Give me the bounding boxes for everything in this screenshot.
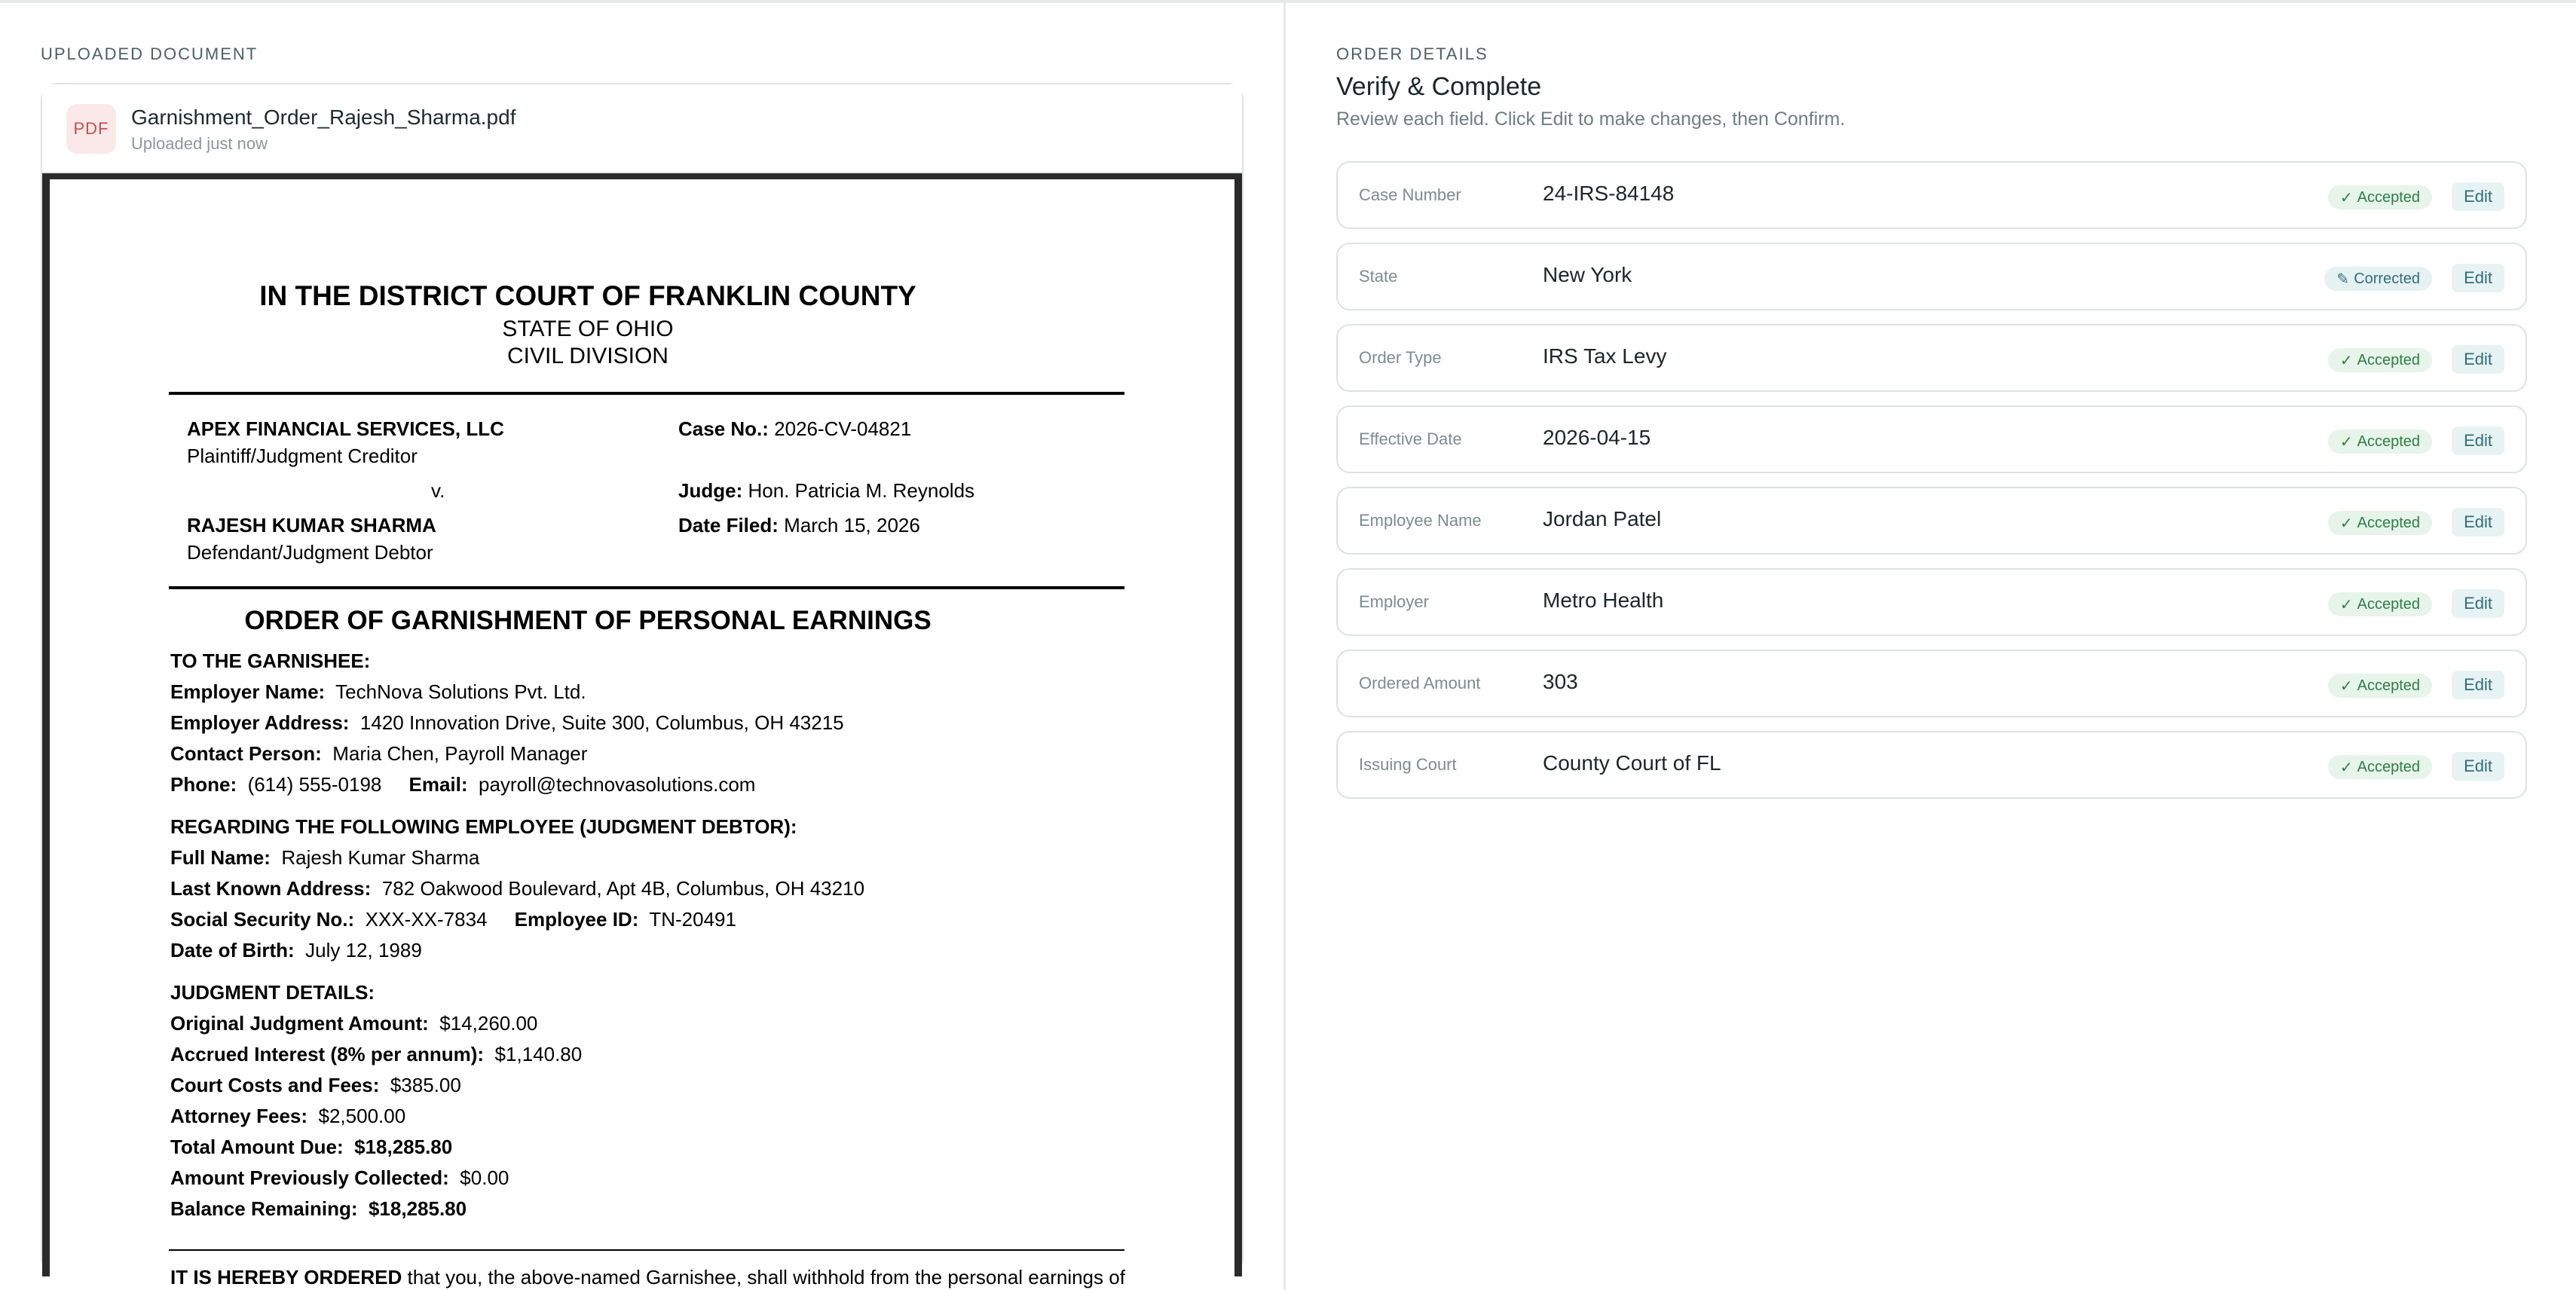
employer-address-line: Employer Address: 1420 Innovation Drive, Suite 300, Columbus, OH 43215 (170, 711, 844, 734)
field-employer (1336, 568, 2527, 636)
field-state (1336, 243, 2527, 310)
field-value: 303 (1543, 670, 1578, 693)
check-icon: ✓ (2339, 759, 2353, 776)
field-issuing-court (1336, 731, 2527, 799)
check-icon: ✓ (2339, 352, 2353, 369)
caption-rule-bottom (169, 586, 1124, 589)
edit-button[interactable]: Edit (2452, 508, 2504, 536)
field-label: Order Type (1359, 348, 1442, 367)
field-label: Ordered Amount (1359, 674, 1481, 692)
date-filed-line: Date Filed: March 15, 2026 (678, 514, 920, 536)
judge-line: Judge: Hon. Patricia M. Reynolds (678, 479, 975, 502)
field-value: 2026-04-15 (1543, 426, 1651, 449)
balance-line: Balance Remaining: $18,285.80 (170, 1197, 467, 1220)
field-order-type (1336, 324, 2527, 392)
status-badge: ✎ Corrected (2324, 267, 2432, 291)
employee-heading: REGARDING THE FOLLOWING EMPLOYEE (JUDGMENT DEBTOR): (170, 815, 797, 838)
order-details-label: ORDER DETAILS (1336, 44, 1488, 63)
field-label: Issuing Court (1359, 755, 1457, 774)
document-filename[interactable]: Garnishment_Order_Rajesh_Sharma.pdf (131, 105, 516, 129)
check-icon: ✓ (2339, 433, 2353, 451)
garnishee-heading: TO THE GARNISHEE: (170, 650, 371, 672)
status-badge: ✓ Accepted (2328, 511, 2432, 535)
field-value: 24-IRS-84148 (1543, 182, 1675, 205)
edit-button[interactable]: Edit (2452, 589, 2504, 618)
employer-name-line: Employer Name: TechNova Solutions Pvt. Ltd. (170, 680, 586, 703)
pencil-icon: ✎ (2336, 271, 2350, 288)
field-label: State (1359, 267, 1398, 286)
field-value: IRS Tax Levy (1543, 344, 1667, 368)
original-amount-line: Original Judgment Amount: $14,260.00 (170, 1012, 538, 1035)
contact-line: Contact Person: Maria Chen, Payroll Manager (170, 742, 588, 765)
field-effective-date (1336, 405, 2527, 473)
status-badge: ✓ Accepted (2328, 185, 2432, 209)
plaintiff-name: APEX FINANCIAL SERVICES, LLC (187, 417, 504, 440)
court-costs-line: Court Costs and Fees: $385.00 (170, 1074, 461, 1096)
ssn-line: Social Security No.: XXX-XX-7834 Employee ID: TN-20491 (170, 908, 736, 931)
interest-line: Accrued Interest (8% per annum): $1,140.80 (170, 1043, 583, 1065)
court-heading: IN THE DISTRICT COURT OF FRANKLIN COUNTY (259, 280, 916, 311)
status-badge: ✓ Accepted (2328, 755, 2432, 779)
check-icon: ✓ (2339, 677, 2353, 695)
upload-status: Uploaded just now (131, 134, 268, 153)
order-details-pane (1288, 3, 2576, 1290)
document-card (41, 83, 1244, 1288)
field-value: Metro Health (1543, 588, 1664, 612)
document-header (42, 84, 1242, 173)
check-icon: ✓ (2339, 189, 2353, 206)
defendant-name: RAJESH KUMAR SHARMA (187, 514, 436, 536)
pdf-file-icon: PDF (66, 104, 116, 154)
address-line: Last Known Address: 782 Oakwood Boulevard, Apt 4B, Columbus, OH 43210 (170, 877, 865, 900)
pdf-viewer[interactable] (42, 173, 1242, 1288)
total-due-line: Total Amount Due: $18,285.80 (170, 1136, 453, 1158)
check-icon: ✓ (2339, 515, 2353, 532)
field-value: New York (1543, 263, 1632, 286)
dob-line: Date of Birth: July 12, 1989 (170, 939, 422, 961)
versus: v. (431, 479, 445, 502)
status-badge: ✓ Accepted (2328, 592, 2432, 616)
page-subtitle: Review each field. Click Edit to make changes, then Confirm. (1336, 109, 1846, 130)
judgment-heading: JUDGMENT DETAILS: (170, 981, 375, 1004)
phone-email-line: Phone: (614) 555-0198 Email: payroll@technovasolutions.com (170, 773, 756, 796)
order-rule (169, 1249, 1124, 1251)
pdf-page (50, 179, 1234, 1287)
plaintiff-role: Plaintiff/Judgment Creditor (187, 445, 418, 467)
check-icon: ✓ (2339, 596, 2353, 613)
attorney-fees-line: Attorney Fees: $2,500.00 (170, 1105, 406, 1127)
edit-button[interactable]: Edit (2452, 182, 2504, 211)
edit-button[interactable]: Edit (2452, 345, 2504, 374)
division-heading: CIVIL DIVISION (507, 344, 668, 368)
field-label: Effective Date (1359, 429, 1462, 448)
field-label: Case Number (1359, 185, 1461, 204)
uploaded-document-label: UPLOADED DOCUMENT (41, 44, 259, 63)
status-badge: ✓ Accepted (2328, 348, 2432, 372)
defendant-role: Defendant/Judgment Debtor (187, 541, 433, 564)
edit-button[interactable]: Edit (2452, 752, 2504, 781)
previously-collected-line: Amount Previously Collected: $0.00 (170, 1166, 509, 1189)
case-number-line: Case No.: 2026-CV-04821 (678, 417, 912, 440)
full-name-line: Full Name: Rajesh Kumar Sharma (170, 846, 480, 869)
uploaded-document-pane (0, 3, 1286, 1290)
status-badge: ✓ Accepted (2328, 429, 2432, 454)
field-case-number (1336, 161, 2527, 229)
field-label: Employer (1359, 592, 1429, 611)
ordered-clause: IT IS HEREBY ORDERED that you, the above-named Garnishee, shall withhold from the personal earnings of (170, 1266, 1125, 1288)
caption-rule-top (169, 392, 1124, 395)
field-label: Employee Name (1359, 511, 1482, 530)
status-badge: ✓ Accepted (2328, 674, 2432, 698)
page-title: Verify & Complete (1336, 72, 1542, 101)
edit-button[interactable]: Edit (2452, 671, 2504, 699)
edit-button[interactable]: Edit (2452, 264, 2504, 292)
field-value: County Court of FL (1543, 751, 1721, 775)
state-heading: STATE OF OHIO (502, 316, 674, 341)
edit-button[interactable]: Edit (2452, 426, 2504, 455)
order-title: ORDER OF GARNISHMENT OF PERSONAL EARNINGS (244, 606, 932, 635)
field-value: Jordan Patel (1543, 507, 1662, 530)
field-employee-name (1336, 487, 2527, 555)
field-ordered-amount (1336, 650, 2527, 717)
